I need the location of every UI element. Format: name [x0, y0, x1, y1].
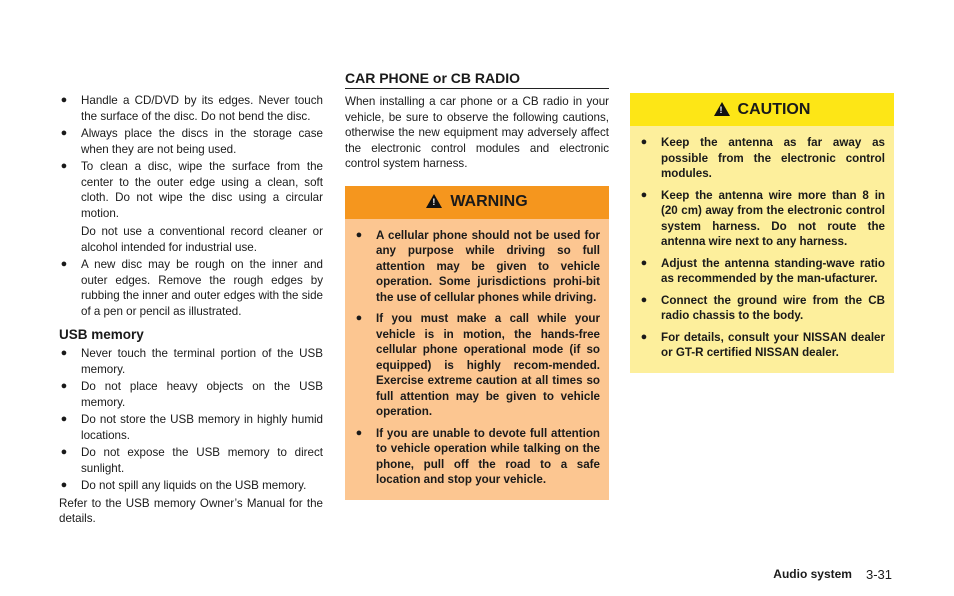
- list-item-text: To clean a disc, wipe the surface from the center to the outer edge using a clean, soft cloth. Do not wipe the disc using a circular motion.: [81, 160, 323, 220]
- list-item-text: For details, consult your NISSAN dealer or GT-R certified NISSAN dealer.: [661, 330, 885, 359]
- caution-body: [630, 126, 894, 373]
- warning-box: [345, 186, 609, 500]
- list-item: [59, 257, 323, 319]
- usb-note: Refer to the USB memory Owner’s Manual for the details.: [59, 496, 323, 525]
- warning-label: WARNING: [450, 193, 528, 210]
- caution-label: CAUTION: [737, 100, 811, 118]
- list-item: [59, 93, 323, 124]
- list-item: [59, 126, 323, 157]
- bullet-icon: ●: [640, 136, 648, 148]
- bullet-icon: ●: [640, 256, 648, 269]
- list-item: [354, 311, 600, 420]
- bullet-icon: ●: [60, 127, 68, 139]
- list-item-text: A new disc may be rough on the inner and outer edges. Remove the rough edges by rubbing the inner and outer edges with the side of a pen or pencil as illustrated.: [81, 258, 323, 318]
- disc-care-list: [59, 93, 323, 319]
- bullet-icon: ●: [60, 380, 68, 392]
- list-item: [59, 445, 323, 476]
- middle-column: [345, 70, 609, 500]
- list-item-text: Do not place heavy objects on the USB memory.: [81, 380, 323, 409]
- list-item: [354, 228, 600, 306]
- footer-section: Audio system: [773, 567, 852, 581]
- list-item-text: Never touch the terminal portion of the USB memory.: [81, 347, 323, 376]
- bullet-icon: ●: [60, 258, 68, 270]
- caution-header: [630, 93, 894, 126]
- bullet-icon: ●: [640, 330, 648, 343]
- list-item: [639, 256, 885, 287]
- bullet-icon: ●: [355, 312, 363, 324]
- list-item-text: Keep the antenna as far away as possible from the electronic control modules.: [661, 136, 885, 180]
- page-number: 3-31: [865, 567, 892, 582]
- usb-memory-heading: USB memory: [59, 327, 144, 342]
- bullet-icon: ●: [60, 479, 68, 491]
- bullet-icon: ●: [60, 94, 68, 106]
- bullet-icon: ●: [355, 426, 363, 439]
- bullet-icon: ●: [60, 413, 68, 425]
- list-item-text: Connect the ground wire from the CB radio chassis to the body.: [661, 293, 885, 322]
- list-item: [639, 135, 885, 182]
- usb-memory-list: [59, 346, 323, 494]
- warning-triangle-icon: [426, 194, 442, 208]
- list-item-text: Do not store the USB memory in highly humid locations.: [81, 413, 323, 442]
- warning-header: [345, 186, 609, 219]
- list-item: [639, 293, 885, 324]
- list-item-text: If you must make a call while your vehicle is in motion, the hands-free cellular phone operational mode (if so equipped) is highly recom-mended. Exercise extreme caution at all times so full attention may be given to vehicle operation.: [376, 312, 600, 418]
- caution-triangle-icon: [714, 102, 730, 116]
- bullet-icon: ●: [640, 293, 648, 306]
- list-item: [59, 478, 323, 494]
- list-item-text: Do not spill any liquids on the USB memory.: [81, 479, 307, 492]
- bullet-icon: ●: [640, 188, 648, 201]
- page-footer: [773, 567, 892, 582]
- bullet-icon: ●: [60, 347, 68, 359]
- list-item-extra: Do not use a conventional record cleaner or alcohol intended for industrial use.: [81, 225, 323, 254]
- bullet-icon: ●: [355, 228, 363, 241]
- list-item-text: Always place the discs in the storage case when they are not being used.: [81, 127, 323, 156]
- list-item: [59, 159, 323, 255]
- bullet-icon: ●: [60, 160, 68, 172]
- list-item: [59, 412, 323, 443]
- caution-list: [639, 135, 885, 361]
- bullet-icon: ●: [60, 446, 68, 458]
- section-title: CAR PHONE or CB RADIO: [345, 70, 609, 89]
- left-column: [59, 93, 323, 527]
- caution-box: [630, 93, 894, 373]
- list-item-text: Keep the antenna wire more than 8 in (20 cm) away from the electronic control system harness. Do not route the antenna wire next to any harness.: [661, 188, 885, 248]
- list-item-text: Handle a CD/DVD by its edges. Never touch the surface of the disc. Do not bend the disc.: [81, 94, 323, 123]
- list-item: [59, 379, 323, 410]
- intro-paragraph: When installing a car phone or a CB radio in your vehicle, be sure to observe the following cautions, otherwise the new equipment may adversely affect the electronic control modules and electronic control system harness.: [345, 95, 609, 170]
- list-item-text: Adjust the antenna standing-wave ratio as recommended by the man-ufacturer.: [661, 256, 885, 285]
- list-item: [639, 188, 885, 250]
- list-item-text: Do not expose the USB memory to direct sunlight.: [81, 446, 323, 475]
- list-item-text: A cellular phone should not be used for any purpose while driving so full attention may be given to vehicle operation. Some jurisdictions prohi-bit the use of cellular phones while driving.: [376, 228, 600, 304]
- list-item: [59, 346, 323, 377]
- list-item: [354, 426, 600, 488]
- right-column: [630, 93, 894, 373]
- list-item: [639, 330, 885, 361]
- list-item-text: If you are unable to devote full attention to vehicle operation while talking on the phone, pull off the road to a safe location and stop your vehicle.: [376, 426, 600, 486]
- warning-list: [354, 228, 600, 488]
- warning-body: [345, 219, 609, 500]
